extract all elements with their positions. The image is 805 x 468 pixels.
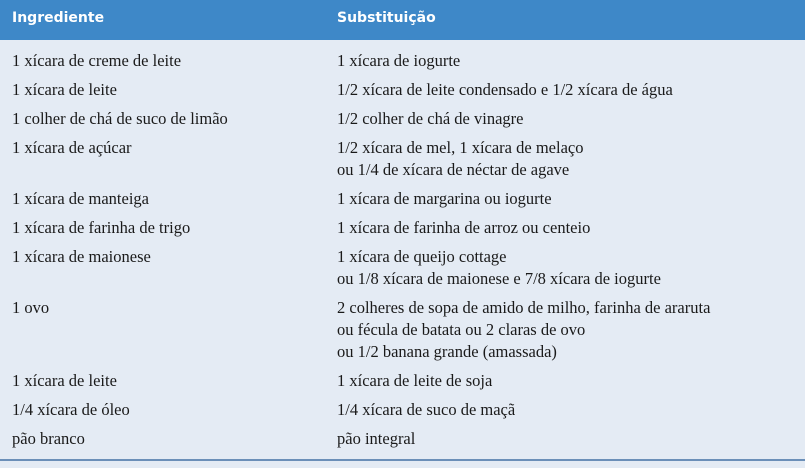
ingredient-cell: 1/4 xícara de óleo bbox=[12, 400, 130, 419]
ingredient-cell: 1 xícara de leite bbox=[12, 80, 117, 99]
substitution-cell: 1/2 xícara de mel, 1 xícara de melaço bbox=[337, 138, 584, 157]
header-ingredient: Ingrediente bbox=[12, 10, 105, 26]
substitution-cell: ou 1/8 xícara de maionese e 7/8 xícara de iogurte bbox=[337, 269, 661, 288]
substitution-cell: ou fécula de batata ou 2 claras de ovo bbox=[337, 320, 586, 339]
ingredient-cell: 1 ovo bbox=[12, 298, 50, 317]
ingredient-cell: 1 colher de chá de suco de limão bbox=[12, 109, 228, 128]
substitution-cell: 1 xícara de leite de soja bbox=[337, 371, 493, 390]
ingredient-cell: 1 xícara de farinha de trigo bbox=[12, 218, 191, 237]
ingredient-cell: pão branco bbox=[12, 429, 85, 448]
substitution-cell: ou 1/4 de xícara de néctar de agave bbox=[337, 160, 570, 179]
substitution-cell: 1 xícara de queijo cottage bbox=[337, 247, 507, 266]
table-header bbox=[0, 0, 805, 40]
substitution-cell: 1 xícara de iogurte bbox=[337, 51, 461, 70]
ingredient-cell: 1 xícara de maionese bbox=[12, 247, 151, 266]
ingredient-cell: 1 xícara de manteiga bbox=[12, 189, 149, 208]
ingredient-cell: 1 xícara de creme de leite bbox=[12, 51, 182, 70]
substitution-cell: 1/4 xícara de suco de maçã bbox=[337, 400, 516, 419]
substitution-cell: 1 xícara de margarina ou iogurte bbox=[337, 189, 552, 208]
substitution-cell: pão integral bbox=[337, 429, 416, 448]
substitution-cell: ou 1/2 banana grande (amassada) bbox=[337, 342, 557, 361]
substitution-cell: 2 colheres de sopa de amido de milho, farinha de araruta bbox=[337, 298, 711, 317]
substitution-cell: 1/2 xícara de leite condensado e 1/2 xícara de água bbox=[337, 80, 673, 99]
substitution-cell: 1 xícara de farinha de arroz ou centeio bbox=[337, 218, 591, 237]
ingredient-cell: 1 xícara de leite bbox=[12, 371, 117, 390]
substitution-cell: 1/2 colher de chá de vinagre bbox=[337, 109, 524, 128]
bottom-rule bbox=[0, 459, 805, 461]
ingredient-cell: 1 xícara de açúcar bbox=[12, 138, 132, 157]
header-substitution: Substituição bbox=[337, 10, 436, 26]
